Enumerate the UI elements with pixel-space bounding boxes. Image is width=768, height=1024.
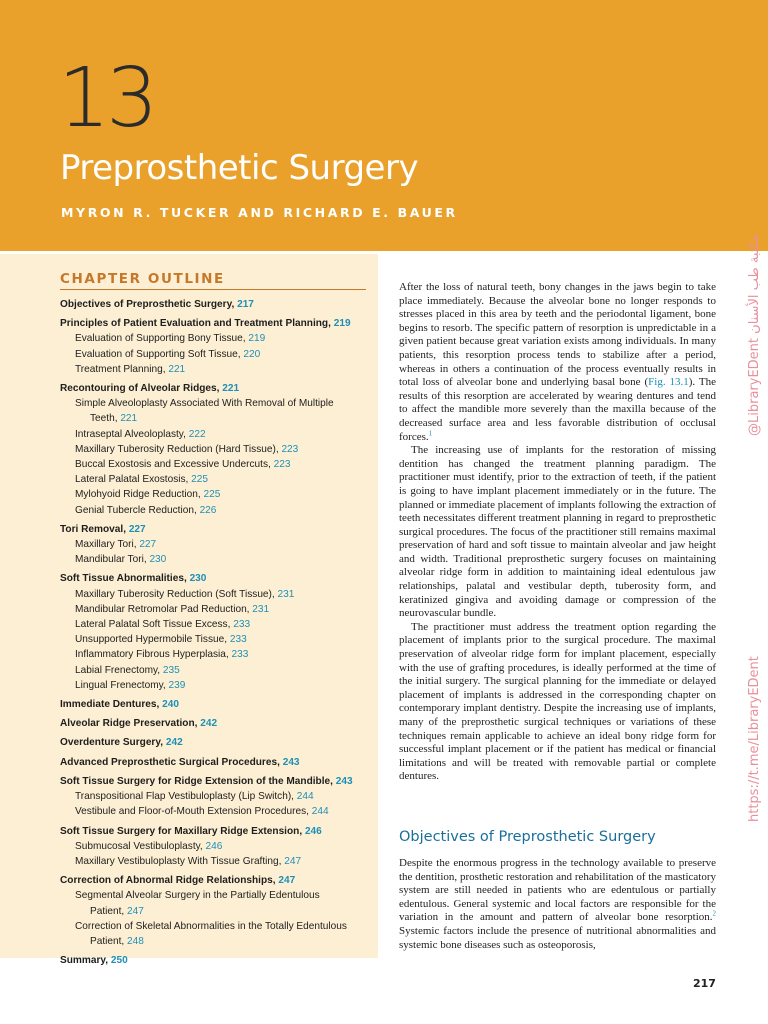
chapter-header	[0, 0, 768, 251]
chapter-title: Preprosthetic Surgery	[60, 148, 419, 188]
figure-link[interactable]: Fig. 13.1	[648, 376, 689, 389]
outline-entry-page[interactable]: 221	[168, 363, 186, 375]
outline-entry-page[interactable]: 223	[273, 459, 291, 471]
outline-entry-title: Correction of Abnormal Ridge Relationships,	[60, 875, 279, 887]
outline-entry[interactable]	[60, 678, 372, 693]
outline-entry[interactable]	[60, 647, 372, 662]
outline-entry[interactable]	[60, 427, 372, 442]
outline-entry[interactable]	[60, 804, 372, 819]
outline-entry-page[interactable]: 233	[233, 619, 251, 631]
outline-entry[interactable]	[60, 716, 372, 731]
outline-entry[interactable]	[60, 396, 372, 411]
outline-entry-page[interactable]: 233	[231, 649, 249, 661]
reference-link[interactable]: 2	[712, 909, 716, 918]
outline-entry-title: Evaluation of Supporting Soft Tissue,	[75, 348, 244, 360]
outline-entry-title: Treatment Planning,	[75, 363, 169, 375]
outline-entry-page[interactable]: 250	[110, 955, 128, 967]
outline-entry[interactable]	[60, 904, 372, 919]
outline-entry-title: Recontouring of Alveolar Ridges,	[60, 383, 223, 395]
outline-entry-title: Soft Tissue Surgery for Ridge Extension of the Mandible,	[60, 775, 336, 787]
outline-entry-title: Transpositional Flap Vestibuloplasty (Lip Switch),	[75, 791, 297, 803]
outline-entry-page[interactable]: 242	[200, 718, 218, 730]
outline-entry-page[interactable]: 247	[127, 905, 144, 917]
outline-entry-title: Intraseptal Alveoloplasty,	[75, 428, 189, 440]
outline-entry-page[interactable]: 225	[191, 474, 208, 486]
outline-entry[interactable]	[60, 522, 372, 537]
outline-entry-page[interactable]: 222	[188, 428, 206, 440]
paragraph: After the loss of natural teeth, bony changes in the jaws begin to take place immediately. Because the alveolar bone no longer responds to stresses placed in this area by teeth and the periodontal ligament, bone begins to resorb. The specific pattern of resorption is unpredictable in a given patient because great variation exists among individuals. In many patients, this resorption process tends to stabilize after a period, whereas in others a continuation of the process eventually results in total loss of alveolar bone and underlying basal bone (Fig. 13.1). The results of this resorption are accelerated by wearing dentures and tend to affect the mandible more severely than the maxilla because of the decreased surface area and less favorable distribution of occlusal forces.$^1$	[399, 281, 716, 443]
outline-entry[interactable]	[60, 919, 372, 934]
watermark-url: https://t.me/LibraryEDent	[747, 656, 762, 822]
outline-entry-page[interactable]: 247	[278, 875, 296, 887]
outline-entry-title: Maxillary Tuberosity Reduction (Hard Tissue),	[75, 443, 282, 455]
outline-entry[interactable]	[60, 552, 372, 567]
outline-entry-title: Teeth,	[90, 413, 121, 425]
outline-entry[interactable]	[60, 854, 372, 869]
outline-entry[interactable]	[60, 953, 372, 968]
outline-entry-page[interactable]: 227	[139, 539, 157, 551]
outline-entry[interactable]	[60, 442, 372, 457]
body-text-column	[399, 281, 716, 784]
outline-entry-page[interactable]: 217	[237, 299, 254, 310]
outline-entry-title: Soft Tissue Surgery for Maxillary Ridge Extension,	[60, 825, 305, 837]
outline-entry[interactable]	[60, 362, 372, 377]
outline-entry-page[interactable]: 219	[248, 333, 266, 345]
outline-entry-title: Objectives of Preprosthetic Surgery,	[60, 299, 238, 310]
paragraph: The practitioner must address the treatment option regarding the placement of implants prior to the surgical procedure. The maximal preservation of alveolar ridge form for implant placement, especially with the use of grafting procedures, is ideally performed at the time of the initial surgery. The surgical planning for the immediate or delayed placement of implants is addressed in the corresponding chapter on contemporary implant dentistry. Despite the increasing use of implants, many of the preprosthetic surgical techniques or variations of these techniques remain applicable to achieve an ideal bony ridge form for successful implant placement or if the patient has medical or financial limitations and will be treated with removable partial or complete dentures.	[399, 620, 716, 783]
outline-entry-page[interactable]: 219	[333, 318, 351, 330]
outline-entry-title: Lingual Frenectomy,	[75, 679, 169, 691]
outline-entry[interactable]	[60, 888, 372, 903]
outline-entry-page[interactable]: 243	[282, 756, 300, 768]
outline-entry-page[interactable]: 231	[277, 588, 295, 600]
outline-entry-title: Overdenture Surgery,	[60, 737, 166, 749]
outline-entry-title: Patient,	[90, 935, 128, 947]
outline-entry[interactable]	[60, 617, 372, 632]
chapter-authors: MYRON R. TUCKER AND RICHARD E. BAUER	[61, 205, 458, 220]
reference-link[interactable]: 1	[428, 428, 433, 437]
outline-entry-page[interactable]: 243	[335, 775, 353, 787]
outline-entry-page[interactable]: 220	[243, 348, 261, 360]
outline-entry-page[interactable]: 230	[149, 554, 167, 566]
outline-entry[interactable]	[60, 755, 372, 770]
outline-entry-title: Alveolar Ridge Preservation,	[60, 718, 201, 730]
outline-entry-title: Vestibule and Floor-of-Mouth Extension Procedures,	[75, 806, 312, 818]
outline-entry-page[interactable]: 235	[162, 664, 180, 676]
outline-entry[interactable]	[60, 487, 372, 502]
outline-entry[interactable]	[60, 934, 372, 949]
outline-entry-page[interactable]: 244	[296, 791, 314, 803]
outline-entry-title: Summary,	[60, 955, 111, 967]
outline-entry-title: Soft Tissue Abnormalities,	[60, 573, 190, 585]
outline-entry[interactable]	[60, 316, 372, 331]
chapter-number: 13	[58, 51, 155, 146]
outline-entry-title: Immediate Dentures,	[60, 699, 163, 711]
outline-entry-title: Submucosal Vestibuloplasty,	[75, 840, 206, 852]
outline-entry[interactable]	[60, 297, 372, 312]
outline-entry[interactable]	[60, 587, 372, 602]
outline-entry-title: Mandibular Tori,	[75, 554, 150, 566]
outline-entry-title: Patient,	[90, 905, 128, 917]
watermark-text: @LibraryEDent مكتبة طب الأسنان	[747, 234, 762, 436]
outline-entry-page[interactable]: 227	[128, 523, 146, 535]
outline-entry-title: Inflammatory Fibrous Hyperplasia,	[75, 649, 232, 661]
outline-entry[interactable]	[60, 537, 372, 552]
outline-entry[interactable]	[60, 873, 372, 888]
outline-entry[interactable]	[60, 735, 372, 750]
outline-entry-page[interactable]: 225	[203, 489, 221, 501]
chapter-outline-list	[60, 297, 372, 968]
outline-entry-page[interactable]: 223	[281, 443, 299, 455]
outline-entry[interactable]	[60, 632, 372, 647]
outline-entry-page[interactable]: 247	[284, 855, 302, 867]
outline-entry[interactable]	[60, 789, 372, 804]
outline-entry[interactable]	[60, 347, 372, 362]
paragraph: Despite the enormous progress in the technology available to preserve the dentition, prosthetic restoration and rehabilitation of the masticatory system are still needed in patients who are edentulous or partially edentulous. General systemic and local factors are responsible for the variation in the amount and pattern of alveolar bone resorption.$^2$ Systemic factors include the presence of nutritional abnormalities and systemic bone diseases such as osteoporosis,	[399, 857, 716, 951]
outline-entry-title: Maxillary Vestibuloplasty With Tissue Grafting,	[75, 855, 285, 867]
outline-entry[interactable]	[60, 503, 372, 518]
page-number: 217	[693, 977, 716, 990]
outline-entry[interactable]	[60, 774, 372, 789]
outline-entry-title: Principles of Patient Evaluation and Treatment Planning,	[60, 318, 334, 330]
outline-entry-page[interactable]: 246	[304, 825, 322, 837]
outline-entry-title: Evaluation of Supporting Bony Tissue,	[75, 333, 249, 345]
outline-entry[interactable]	[60, 457, 372, 472]
outline-entry[interactable]	[60, 839, 372, 854]
outline-entry-page[interactable]: 233	[229, 634, 247, 646]
outline-entry-page[interactable]: 246	[205, 840, 223, 852]
outline-entry-title: Tori Removal,	[60, 523, 129, 535]
outline-entry-page[interactable]: 242	[165, 737, 183, 749]
outline-entry-title: Unsupported Hypermobile Tissue,	[75, 634, 230, 646]
outline-entry[interactable]	[60, 602, 372, 617]
outline-entry-title: Correction of Skeletal Abnormalities in the Totally Edentulous	[75, 920, 347, 932]
outline-entry-page[interactable]: 221	[120, 413, 138, 425]
outline-entry-page[interactable]: 240	[162, 699, 179, 711]
outline-entry-page[interactable]: 231	[252, 603, 270, 615]
outline-entry-page[interactable]: 248	[127, 935, 144, 947]
body-text-continued	[399, 857, 716, 952]
paragraph: The increasing use of implants for the restoration of missing dentition has changed the treatment planning paradigm. The practitioner must identify, prior to the extraction of teeth, if the patient is going to have implant placement immediately or in the future. The planned or immediate placement of implants following the extraction of teeth necessitates different treatment planning in regard to preprosthetic surgical procedures. The focus of the practitioner still remains maximal preservation of hard and soft tissue to maintain alveolar and jaw height and width. Traditional preprosthetic surgery focuses on maintaining alveolar ridge form in addition to maintaining ideal edentulous jaw relationships, palatal and vestibular depth, tuberosity form, and keratinized gingiva and avoiding damage or compression of the neurovascular bundle.	[399, 444, 716, 620]
outline-entry-title: Maxillary Tori,	[75, 539, 140, 551]
outline-entry-title: Genial Tubercle Reduction,	[75, 504, 200, 516]
outline-entry-page[interactable]: 230	[189, 573, 207, 585]
outline-entry-title: Buccal Exostosis and Excessive Undercuts,	[75, 459, 274, 471]
outline-entry[interactable]	[60, 472, 372, 487]
outline-entry-title: Labial Frenectomy,	[75, 664, 163, 676]
outline-entry[interactable]	[60, 824, 372, 839]
outline-entry-title: Maxillary Tuberosity Reduction (Soft Tissue),	[75, 588, 278, 600]
outline-entry-page[interactable]: 226	[199, 504, 217, 516]
outline-entry-title: Segmental Alveolar Surgery in the Partially Edentulous	[75, 890, 320, 902]
outline-entry-title: Lateral Palatal Soft Tissue Excess,	[75, 619, 234, 631]
outline-entry-page[interactable]: 221	[222, 383, 240, 395]
outline-entry[interactable]	[60, 571, 372, 586]
outline-entry[interactable]	[60, 697, 372, 712]
chapter-outline-heading: CHAPTER OUTLINE	[60, 271, 366, 290]
outline-entry-title: Lateral Palatal Exostosis,	[75, 474, 192, 486]
outline-entry[interactable]	[60, 331, 372, 346]
outline-entry-title: Mylohyoid Ridge Reduction,	[75, 489, 204, 501]
outline-entry[interactable]	[60, 663, 372, 678]
section-heading: Objectives of Preprosthetic Surgery	[399, 829, 656, 845]
outline-entry[interactable]	[60, 381, 372, 396]
outline-entry-page[interactable]: 239	[168, 679, 186, 691]
outline-entry-title: Advanced Preprosthetic Surgical Procedures,	[60, 756, 283, 768]
outline-entry[interactable]	[60, 411, 372, 426]
outline-entry-title: Mandibular Retromolar Pad Reduction,	[75, 603, 253, 615]
outline-entry-title: Simple Alveoloplasty Associated With Removal of Multiple	[75, 398, 334, 410]
outline-entry-page[interactable]: 244	[311, 806, 329, 818]
